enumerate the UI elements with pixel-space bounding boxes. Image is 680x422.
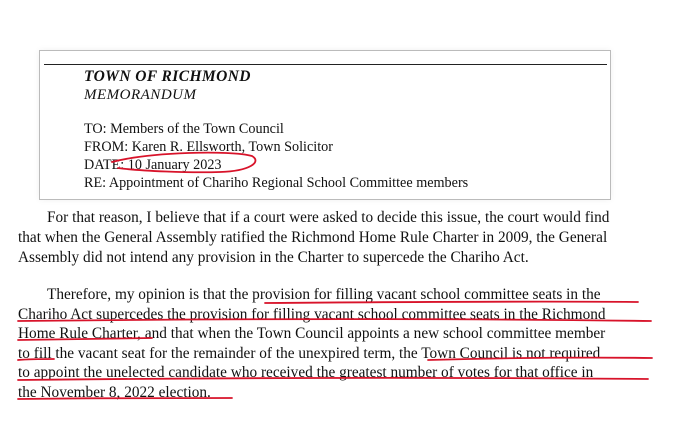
para1-line2: that when the General Assembly ratified the Richmond Home Rule Charter in 2009, the General [18, 229, 608, 246]
memo-date: DATE: 10 January 2023 [84, 157, 222, 173]
memo-header-rule [44, 64, 607, 65]
para1-line1: For that reason, I believe that if a court were asked to decide this issue, the court would find [47, 209, 610, 226]
para2-line3: Home Rule Charter, and that when the Town Council appoints a new school committee member [18, 325, 606, 342]
memo-to: TO: Members of the Town Council [84, 121, 284, 137]
para1-line3: Assembly did not intend any provision in the Charter to supercede the Chariho Act. [18, 249, 529, 266]
para2-line1: Therefore, my opinion is that the provision for filling vacant school committee seats in the [47, 286, 601, 303]
memo-re: RE: Appointment of Chariho Regional School Committee members [84, 175, 469, 191]
town-title: TOWN OF RICHMOND [84, 68, 251, 85]
para2-line6: the November 8, 2022 election. [18, 384, 211, 401]
memo-from: FROM: Karen R. Ellsworth, Town Solicitor [84, 139, 333, 155]
para2-line2: Chariho Act supercedes the provision for filling vacant school committee seats in the Richmond [18, 306, 606, 323]
para2-line5: to appoint the unelected candidate who received the greatest number of votes for that office in [18, 364, 594, 381]
para2-line4: to fill the vacant seat for the remainder of the unexpired term, the Town Council is not required [18, 345, 601, 362]
memo-type: MEMORANDUM [84, 87, 197, 103]
